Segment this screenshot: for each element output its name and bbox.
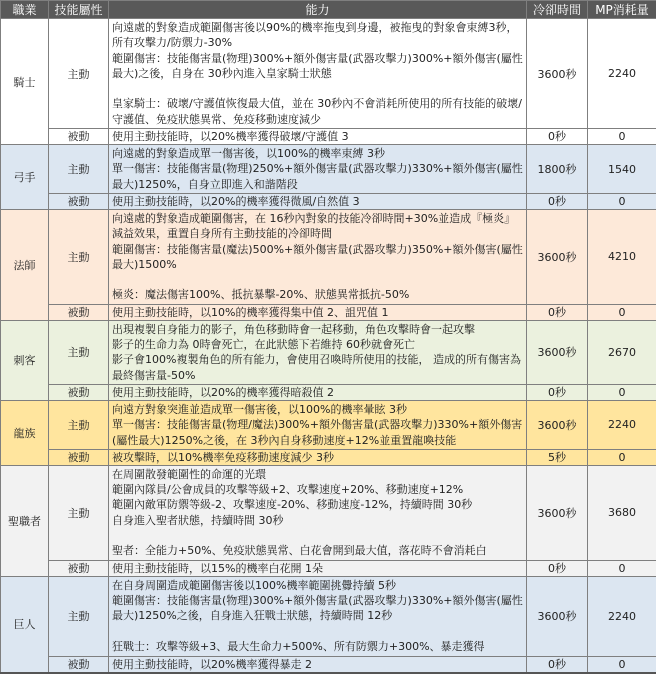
mp-cell: 0 [588,656,656,673]
table-row-archer-passive [1,193,656,209]
table-row-knight-active [1,19,656,129]
ability-cell: 在周圍散發範圍性的命運的光環 範圍內隊員/公會成員的攻擊等級+2、攻擊速度+20%、移動速度+12% 範圍內敵軍防禦等級-2、攻擊速度-20%、移動速度-12%，持續時間 30秒 自身進入聖者狀態，持續時間 30秒 聖者：全能力+50%、免疫狀態異常、白花會開到最大值，落花時不會消耗白 [109,465,527,560]
mp-cell: 1540 [588,145,656,194]
header-row [1,1,656,19]
mp-cell: 0 [588,304,656,320]
mp-cell: 0 [588,449,656,465]
header-skill-type: 技能屬性 [49,1,109,19]
mp-cell: 0 [588,560,656,576]
cooldown-cell: 3600秒 [527,19,588,129]
table-row-assassin-passive [1,384,656,400]
skill-type-cell: 被動 [49,449,109,465]
mp-cell: 0 [588,129,656,145]
ability-cell: 使用主動技能時，以20%的機率獲得微風/自然值 3 [109,193,527,209]
job-cell: 巨人 [1,576,49,673]
cooldown-cell: 3600秒 [527,320,588,384]
skill-type-cell: 被動 [49,304,109,320]
mp-cell: 4210 [588,209,656,304]
ability-cell: 出現複製自身能力的影子，角色移動時會一起移動，角色攻擊時會一起攻擊 影子的生命力為 0時會死亡，在此狀態下若維持 60秒就會死亡 影子會100%複製角色的所有能力，會使用召喚時所使用的技能， 造成的所有傷害為最終傷害量-50% [109,320,527,384]
skill-type-cell: 主動 [49,320,109,384]
table-row-giant-passive [1,656,656,673]
cooldown-cell: 3600秒 [527,400,588,449]
skill-type-cell: 主動 [49,465,109,560]
table-row-priest-active [1,465,656,560]
ability-cell: 向遠處的對象造成單一傷害後，以100%的機率束縛 3秒 單一傷害：技能傷害量(物理)250%+額外傷害量(武器攻擊力)330%+額外傷害(屬性最大)1250%，自身立即進入和諧階段 [109,145,527,194]
job-cell: 騎士 [1,19,49,145]
cooldown-cell: 0秒 [527,656,588,673]
skill-type-cell: 主動 [49,145,109,194]
ability-cell: 使用主動技能時，以20%機率獲得暴走 2 [109,656,527,673]
skill-type-cell: 主動 [49,400,109,449]
table-row-assassin-active [1,320,656,384]
mp-cell: 0 [588,384,656,400]
cooldown-cell: 5秒 [527,449,588,465]
header-job: 職業 [1,1,49,19]
ability-cell: 被攻擊時，以10%機率免疫移動速度減少 3秒 [109,449,527,465]
ability-cell: 使用主動技能時，以20%機率獲得破壞/守護值 3 [109,129,527,145]
skill-type-cell: 被動 [49,560,109,576]
skill-type-cell: 被動 [49,656,109,673]
ability-cell: 使用主動技能時，以20%的機率獲得暗殺值 2 [109,384,527,400]
mp-cell: 2240 [588,576,656,656]
job-cell: 弓手 [1,145,49,210]
cooldown-cell: 3600秒 [527,209,588,304]
header-ability: 能力 [109,1,527,19]
job-cell: 法師 [1,209,49,320]
header-cooldown: 冷卻時間 [527,1,588,19]
ability-cell: 在自身周圍造成範圍傷害後以100%機率範圍挑釁持續 5秒 範圍傷害：技能傷害量(物理)300%+額外傷害量(武器攻擊力)330%+額外傷害(屬性最大)1250%之後，自身進入狂戰士狀態，持續時間 12秒 狂戰士：攻擊等級+3、最大生命力+500%、所有防禦力+300%、暴走獲得 [109,576,527,656]
table-row-priest-passive [1,560,656,576]
mp-cell: 3680 [588,465,656,560]
cooldown-cell: 0秒 [527,129,588,145]
ability-cell: 向遠處的對象造成範圍傷害後以90%的機率拖曳到身邊，被拖曳的對象會束縛3秒，所有攻擊力/防禦力-30% 範圍傷害：技能傷害量(物理)300%+額外傷害量(武器攻擊力)300%+額外傷害(屬性最大)之後，自身在 30秒內進入皇家騎士狀態 皇家騎士：破壞/守護值恢復最大值，並在 30秒內不會消耗所使用的所有技能的破壞/守護值、免疫狀態異常、免疫移動速度減少 [109,19,527,129]
mp-cell: 2240 [588,400,656,449]
cooldown-cell: 3600秒 [527,576,588,656]
skill-type-cell: 被動 [49,193,109,209]
table-row-giant-active [1,576,656,656]
mp-cell: 0 [588,193,656,209]
skill-type-cell: 被動 [49,384,109,400]
skill-type-cell: 主動 [49,576,109,656]
table-row-dragon-active [1,400,656,449]
ability-cell: 使用主動技能時，以10%的機率獲得集中值 2、詛咒值 1 [109,304,527,320]
cooldown-cell: 1800秒 [527,145,588,194]
skill-type-cell: 被動 [49,129,109,145]
table-row-mage-active [1,209,656,304]
mp-cell: 2240 [588,19,656,129]
cooldown-cell: 0秒 [527,384,588,400]
ability-cell: 使用主動技能時，以15%的機率白花開 1朵 [109,560,527,576]
table-row-knight-passive [1,129,656,145]
ability-cell: 向遠方對象突進並造成單一傷害後，以100%的機率暈眩 3秒 單一傷害：技能傷害量(物理/魔法)300%+額外傷害量(武器攻擊力)330%+額外傷害(屬性最大)1250%之後，在 3秒內自身移動速度+12%並重置龍喚技能 [109,400,527,449]
job-cell: 龍族 [1,400,49,465]
cooldown-cell: 3600秒 [527,465,588,560]
cooldown-cell: 0秒 [527,560,588,576]
skill-type-cell: 主動 [49,209,109,304]
table-row-archer-active [1,145,656,194]
ability-cell: 向遠處的對象造成範圍傷害，在 16秒內對象的技能冷卻時間+30%並造成『極炎』減益效果，重置自身所有主動技能的冷卻時間 範圍傷害：技能傷害量(魔法)500%+額外傷害量(武器攻擊力)350%+額外傷害(屬性最大)1500% 極炎：魔法傷害100%、抵抗暴擊-20%、狀態異常抵抗-50% [109,209,527,304]
skill-type-cell: 主動 [49,19,109,129]
job-cell: 聖職者 [1,465,49,576]
cooldown-cell: 0秒 [527,304,588,320]
job-cell: 刺客 [1,320,49,400]
table-row-dragon-passive [1,449,656,465]
mp-cell: 2670 [588,320,656,384]
table-row-mage-passive [1,304,656,320]
cooldown-cell: 0秒 [527,193,588,209]
header-mp-cost: MP消耗量 [588,1,656,19]
